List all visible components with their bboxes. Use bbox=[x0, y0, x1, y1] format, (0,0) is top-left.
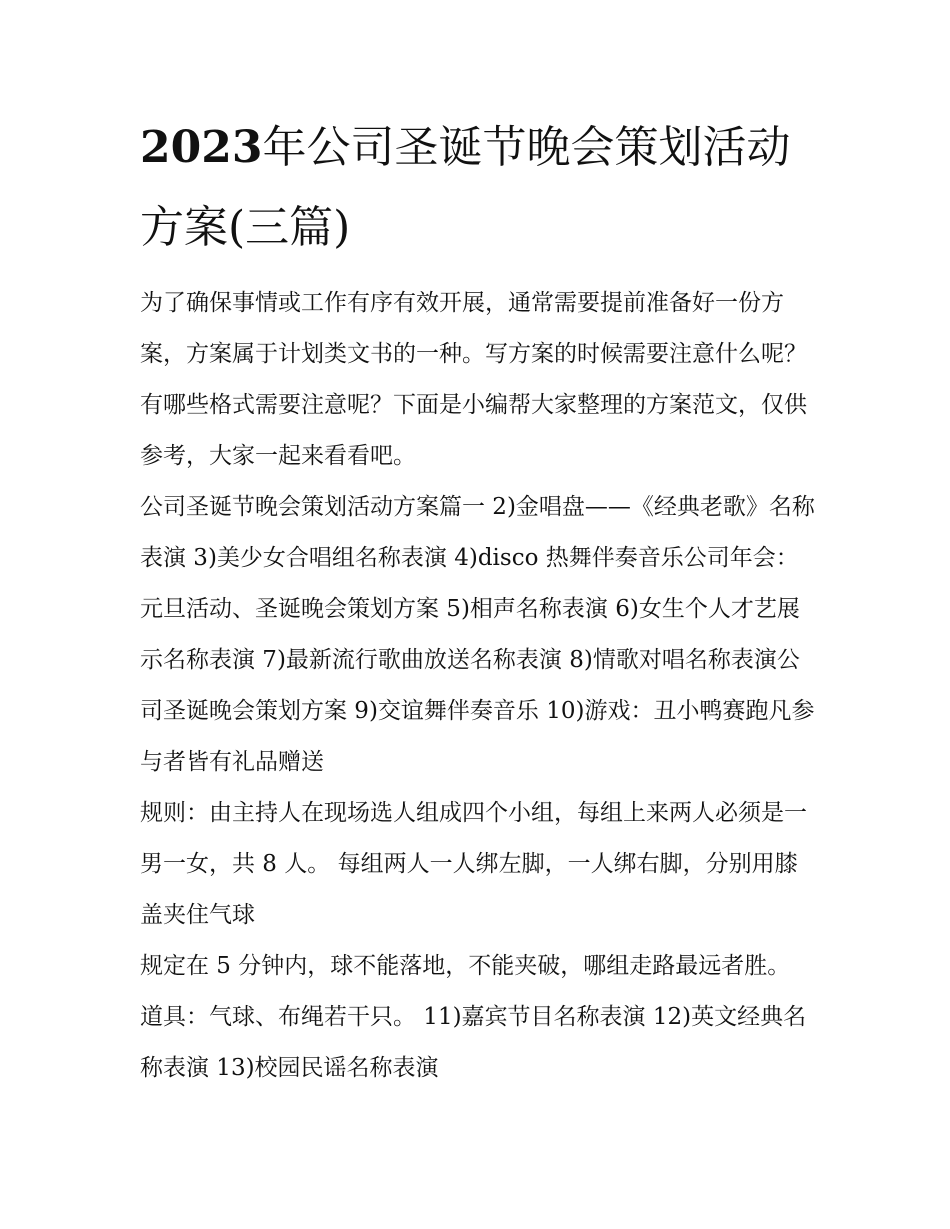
title-year: 2023 bbox=[140, 122, 263, 173]
program-paragraph: 公司圣诞节晚会策划活动方案篇一 2)金唱盘——《经典老歌》名称表演 3)美少女合唱组名称表演 4)disco 热舞伴奏音乐公司年会：元旦活动、圣诞晚会策划方案 5)相声名称表演 6)女生个人才艺展示名称表演 7)最新流行歌曲放送名称表演 8)情歌对唱名称表演公司圣诞晚会策划方案 9)交谊舞伴奏音乐 10)游戏：丑小鸭赛跑凡参与者皆有礼品赠送 bbox=[140, 494, 815, 775]
title-text: 年公司圣诞节晚会策划活动方案(三篇) bbox=[140, 122, 791, 253]
document-body bbox=[140, 278, 820, 1094]
intro-paragraph: 为了确保事情或工作有序有效开展，通常需要提前准备好一份方案，方案属于计划类文书的一种。写方案的时候需要注意什么呢？有哪些格式需要注意呢？下面是小编帮大家整理的方案范文，仅供参考，大家一起来看看吧。 bbox=[140, 290, 807, 469]
rules-detail-paragraph: 规定在 5 分钟内，球不能落地，不能夹破，哪组走路最远者胜。 道具：气球、布绳若干只。 11)嘉宾节目名称表演 12)英文经典名称表演 13)校园民谣名称表演 bbox=[140, 953, 807, 1081]
rules-paragraph: 规则：由主持人在现场选人组成四个小组，每组上来两人必须是一男一女，共 8 人。 每组两人一人绑左脚，一人绑右脚，分别用膝盖夹住气球 bbox=[140, 800, 807, 928]
document-title bbox=[140, 108, 820, 268]
